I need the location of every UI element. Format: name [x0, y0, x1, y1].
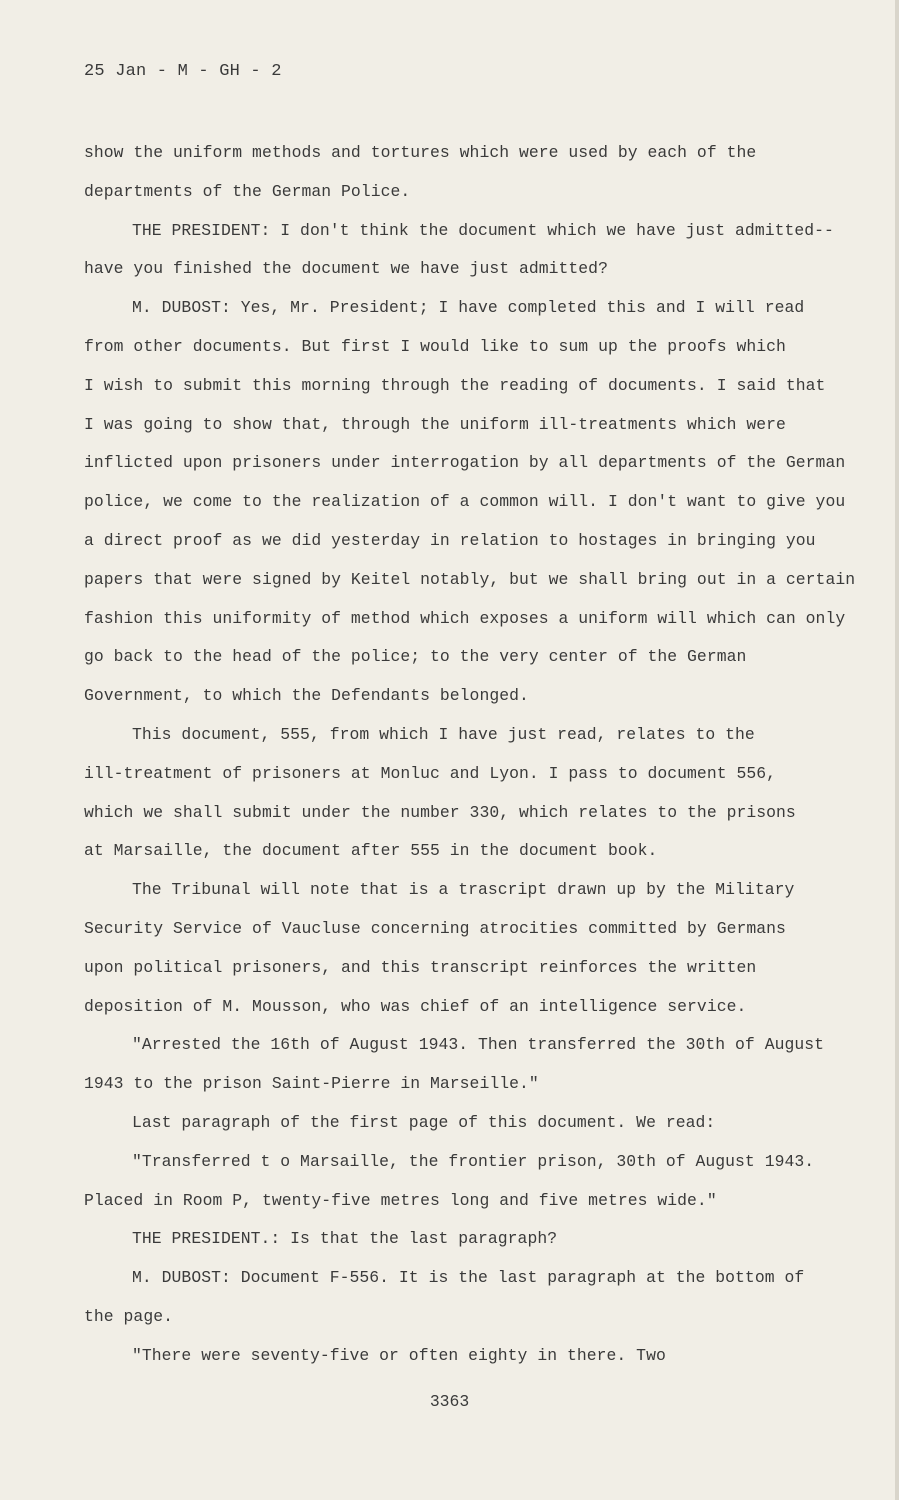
- text-line: have you finished the document we have just admitted?: [84, 259, 608, 279]
- text-line: departments of the German Police.: [84, 181, 411, 201]
- text-line: I was going to show that, through the uniform ill-treatments which were: [84, 414, 786, 434]
- text-line: a direct proof as we did yesterday in relation to hostages in bringing you: [84, 530, 816, 550]
- text-line: Government, to which the Defendants belonged.: [84, 686, 529, 706]
- text-line: THE PRESIDENT: I don't think the document which we have just admitted--: [132, 220, 834, 240]
- text-line: 1943 to the prison Saint-Pierre in Marseille.": [84, 1074, 539, 1094]
- text-line: go back to the head of the police; to the very center of the German: [84, 647, 747, 667]
- text-line: papers that were signed by Keitel notably, but we shall bring out in a certain: [84, 569, 856, 589]
- transcript-body: [84, 134, 864, 1376]
- text-line: from other documents. But first I would like to sum up the proofs which: [84, 336, 786, 356]
- text-line: inflicted upon prisoners under interrogation by all departments of the German: [84, 453, 846, 473]
- text-line: The Tribunal will note that is a trascript drawn up by the Military: [132, 880, 795, 900]
- paper-edge: [895, 0, 899, 1500]
- text-line: M. DUBOST: Document F-556. It is the last paragraph at the bottom of: [132, 1268, 805, 1288]
- page-header: 25 Jan - M - GH - 2: [84, 62, 282, 81]
- text-line: which we shall submit under the number 330, which relates to the prisons: [84, 802, 796, 822]
- text-line: deposition of M. Mousson, who was chief of an intelligence service.: [84, 996, 747, 1016]
- text-line: at Marsaille, the document after 555 in the document book.: [84, 841, 658, 861]
- text-line: police, we come to the realization of a common will. I don't want to give you: [84, 492, 846, 512]
- page-number: 3363: [429, 1392, 470, 1411]
- text-line: Security Service of Vaucluse concerning atrocities committed by Germans: [84, 918, 786, 938]
- text-line: M. DUBOST: Yes, Mr. President; I have completed this and I will read: [132, 298, 805, 318]
- text-line: This document, 555, from which I have just read, relates to the: [132, 724, 755, 744]
- text-line: fashion this uniformity of method which exposes a uniform will which can only: [84, 608, 846, 628]
- text-line: ill-treatment of prisoners at Monluc and Lyon. I pass to document 556,: [84, 763, 777, 783]
- text-line: "Arrested the 16th of August 1943. Then transferred the 30th of August: [132, 1035, 825, 1055]
- text-line: Last paragraph of the first page of this document. We read:: [132, 1112, 716, 1132]
- text-line: Placed in Room P, twenty-five metres long and five metres wide.": [84, 1190, 717, 1210]
- text-line: "Transferred t o Marsaille, the frontier prison, 30th of August 1943.: [132, 1151, 815, 1171]
- text-line: "There were seventy-five or often eighty in there. Two: [132, 1345, 666, 1365]
- text-line: upon political prisoners, and this transcript reinforces the written: [84, 957, 757, 977]
- text-line: show the uniform methods and tortures which were used by each of the: [84, 143, 757, 162]
- text-line: the page.: [84, 1306, 173, 1326]
- text-line: I wish to submit this morning through the reading of documents. I said that: [84, 375, 826, 395]
- text-line: THE PRESIDENT.: Is that the last paragraph?: [132, 1229, 558, 1249]
